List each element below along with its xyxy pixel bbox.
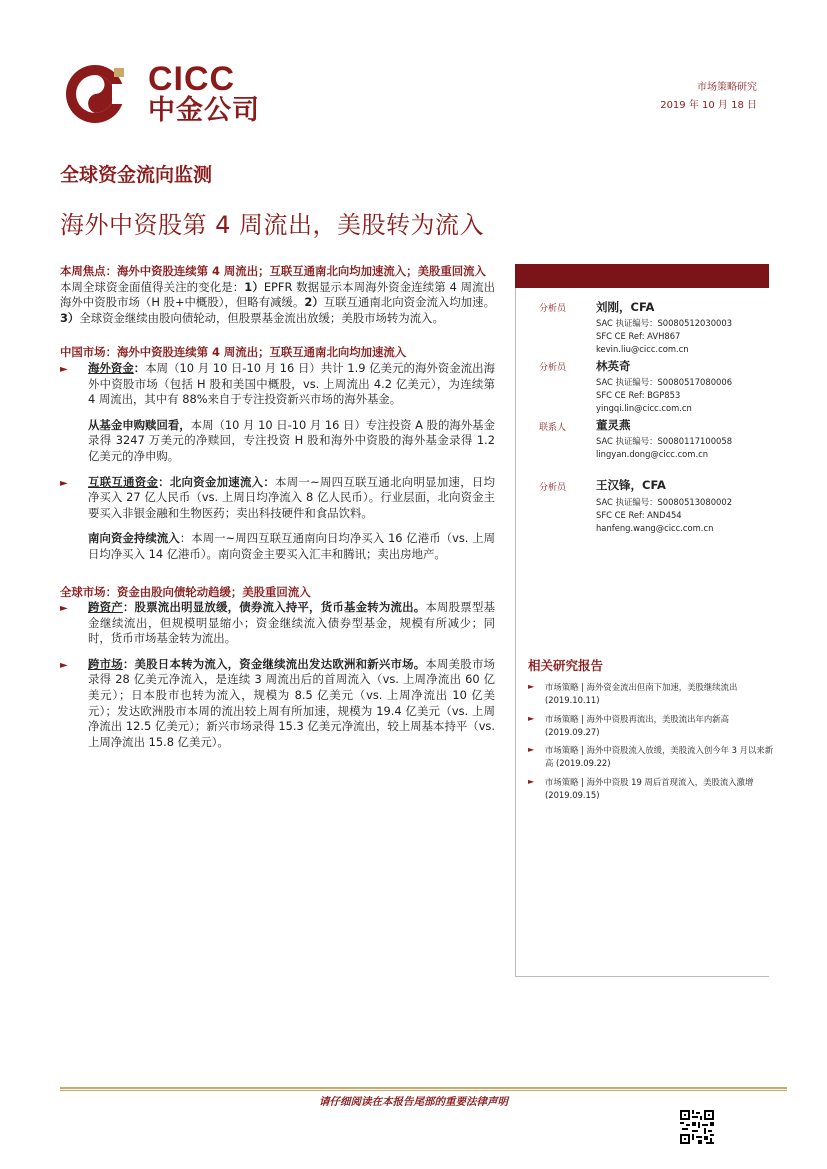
list-item [60,475,495,522]
analyst-sfc: SFC CE Ref: AND454 [596,510,682,520]
sub-text: ：本周一~周四互联互通南向日均净买入 16 亿港币（vs. 上周日均净买入 14 亿港币）。南向资金主要买入汇丰和腾讯；卖出房地产。 [88,531,495,561]
sub-paragraph [60,531,495,562]
bullet-text: 本周股票型基金继续流出，但规模明显缩小；资金继续流入债券型基金，规模有所减少；同时，货币市场基金转为流出。 [88,600,495,646]
related-report-text: 市场策略 | 海外中资股流入放缓，美股流入创今年 3 月以来新高 (2019.09.22) [545,745,774,768]
legal-disclaimer[interactable]: 请仔细阅读在本报告尾部的重要法律声明 [319,1096,508,1108]
focus-text: 互联互通南北向资金流入均加速。 [323,295,495,310]
analyst-sac: SAC 执证编号：S0080513080002 [596,497,733,507]
china-heading: 中国市场：海外中资股连续第 4 周流出；互联互通南北向均加速流入 [60,345,407,360]
page-title: 海外中资股第 4 周流出，美股转为流入 [60,211,485,239]
sub-text: 本周（10 月 10 日-10 月 16 日）专注投资 A 股的海外基金录得 3247 万美元的净赎回，专注投资 H 股和海外中资股的海外基金录得 1.2 亿美元的净申购。 [88,417,495,463]
focus-paragraph [60,280,495,327]
bullet-icon: ► [528,777,535,786]
sub-label: 南向资金持续流入 [88,531,180,546]
bullet-colon: ： [133,360,146,375]
brand-name-cn: 中金公司 [148,95,260,126]
list-item [60,600,495,647]
bullet-icon: ► [528,714,535,723]
analyst-sac: SAC 执证编号：S0080117100058 [596,436,733,446]
bullet-bold: ：股票流出明显放缓，债券流入持平，货币基金转为流出。 [122,600,426,615]
bullet-arrow-icon: ► [60,477,68,489]
bullet-label: 跨资产 [88,600,123,615]
bullet-icon: ► [528,745,535,754]
related-report-text: 市场策略 | 海外资金流出但南下加速，美股继续流出 (2019.10.11) [545,682,738,705]
focus-text: EPFR 数据显示本周海外资金连续第 4 周流出海外中资股市场（H 股+中概股），但略有减缓。 [60,279,495,310]
qr-code-icon [680,1110,714,1144]
bullet-colon: ： [158,474,170,489]
report-date: 2019 年 10 月 18 日 [660,100,757,111]
analyst-email[interactable]: lingyan.dong@cicc.com.cn [596,449,709,459]
bullet-arrow-icon: ► [60,603,68,615]
analyst-sfc: SFC CE Ref: AVH867 [596,331,681,341]
analyst-name: 王汉锋，CFA [596,478,666,492]
analyst-role: 分析员 [539,304,567,314]
related-report-text: 市场策略 | 海外中资股再流出，美股流出年内新高 (2019.09.27) [545,714,730,737]
list-item [60,361,495,408]
analyst-sac: SAC 执证编号：S0080512030003 [596,318,733,328]
global-heading: 全球市场：资金由股向债轮动趋缓；美股重回流入 [60,584,311,599]
bullet-text: 本周美股市场录得 28 亿美元净流入，是连续 3 周流出后的首周流入（vs. 上周净流出 60 亿美元）；日本股市也转为流入，规模为 8.5 亿美元（vs. 上周净流出 10 亿美元）；发达欧洲股市本周的流出较上周有所加速，规模为 19.4 亿美元（vs. 上周净流出 12.5 亿美元）；新兴市场录得 15.3 亿美元净流出，较上周基本持平（vs. 上周净流出 15.8 亿美元）。 [88,656,495,749]
bullet-label: 互联互通资金 [88,474,159,489]
bullet-text: 本周一~周四互联互通北向明显加速，日均净买入 27 亿人民币（vs. 上周日均净流入 8 亿人民币）。行业层面，北向资金主要买入非银金融和生物医药；卖出科技硬件和食品饮料。 [88,474,495,520]
related-reports-title: 相关研究报告 [528,658,604,673]
main-content [60,264,495,750]
list-item [60,657,495,751]
analyst-sfc: SFC CE Ref: BGP853 [596,390,681,400]
analyst-email[interactable]: yingqi.lin@cicc.com.cn [596,403,692,413]
related-report-text: 市场策略 | 海外中资股 19 周后首现流入，美股流入激增 (2019.09.15) [545,777,754,800]
brand-name-en: CICC [148,60,236,98]
analyst-name: 董灵燕 [596,418,631,432]
analyst-name: 刘刚，CFA [596,300,655,314]
bullet-label: 海外资金 [88,360,134,375]
bullet-label: 跨市场 [88,656,123,671]
focus-text: 本周全球资金面值得关注的变化是： [60,279,245,294]
analyst-role: 分析员 [539,483,567,493]
related-report-item[interactable] [528,744,781,769]
related-report-item[interactable] [528,681,781,706]
sub-paragraph [60,418,495,465]
bullet-icon: ► [528,682,535,691]
footer-divider [60,1087,787,1089]
bullet-text: 本周（10 月 10 日-10 月 16 日）共计 1.9 亿美元的海外资金流出海外中资股市场（包括 H 股和美国中概股，vs. 上周流出 4.2 亿美元），为连续第 4 周流出，其中有 88%来自于专注投资新兴市场的海外基金。 [88,360,495,407]
analyst-sac: SAC 执证编号：S0080517080006 [596,377,733,387]
analyst-role: 分析员 [539,363,567,373]
analyst-email[interactable]: hanfeng.wang@cicc.com.cn [596,523,714,533]
analyst-role: 联系人 [539,423,567,433]
focus-heading: 本周焦点：海外中资股连续第 4 周流出；互联互通南北向均加速流入；美股重回流入 [60,264,486,278]
focus-num: 2） [304,295,324,310]
cicc-logo-icon [60,64,130,124]
bullet-arrow-icon: ► [60,659,68,671]
bullet-bold: 北向资金加速流入： [169,474,276,489]
series-title: 全球资金流向监测 [60,164,213,186]
analyst-name: 林英奇 [596,359,631,373]
focus-text: 全球资金继续由股向债轮动，但股票基金流出放缓；美股市场转为流入。 [79,310,444,325]
bullet-arrow-icon: ► [60,363,68,375]
analyst-email[interactable]: kevin.liu@cicc.com.cn [596,344,689,354]
related-report-item[interactable] [528,713,781,738]
focus-num: 3） [60,310,80,325]
sub-label: 从基金申购赎回看， [88,417,191,432]
bullet-bold: ：美股日本转为流入，资金继续流出发达欧洲和新兴市场。 [122,656,426,671]
focus-num: 1） [244,279,264,294]
sidebar [515,264,769,977]
footer-divider [60,1090,787,1091]
related-report-item[interactable] [528,776,781,801]
sidebar-header-bar [515,264,769,288]
report-type: 市场策略研究 [697,82,757,93]
